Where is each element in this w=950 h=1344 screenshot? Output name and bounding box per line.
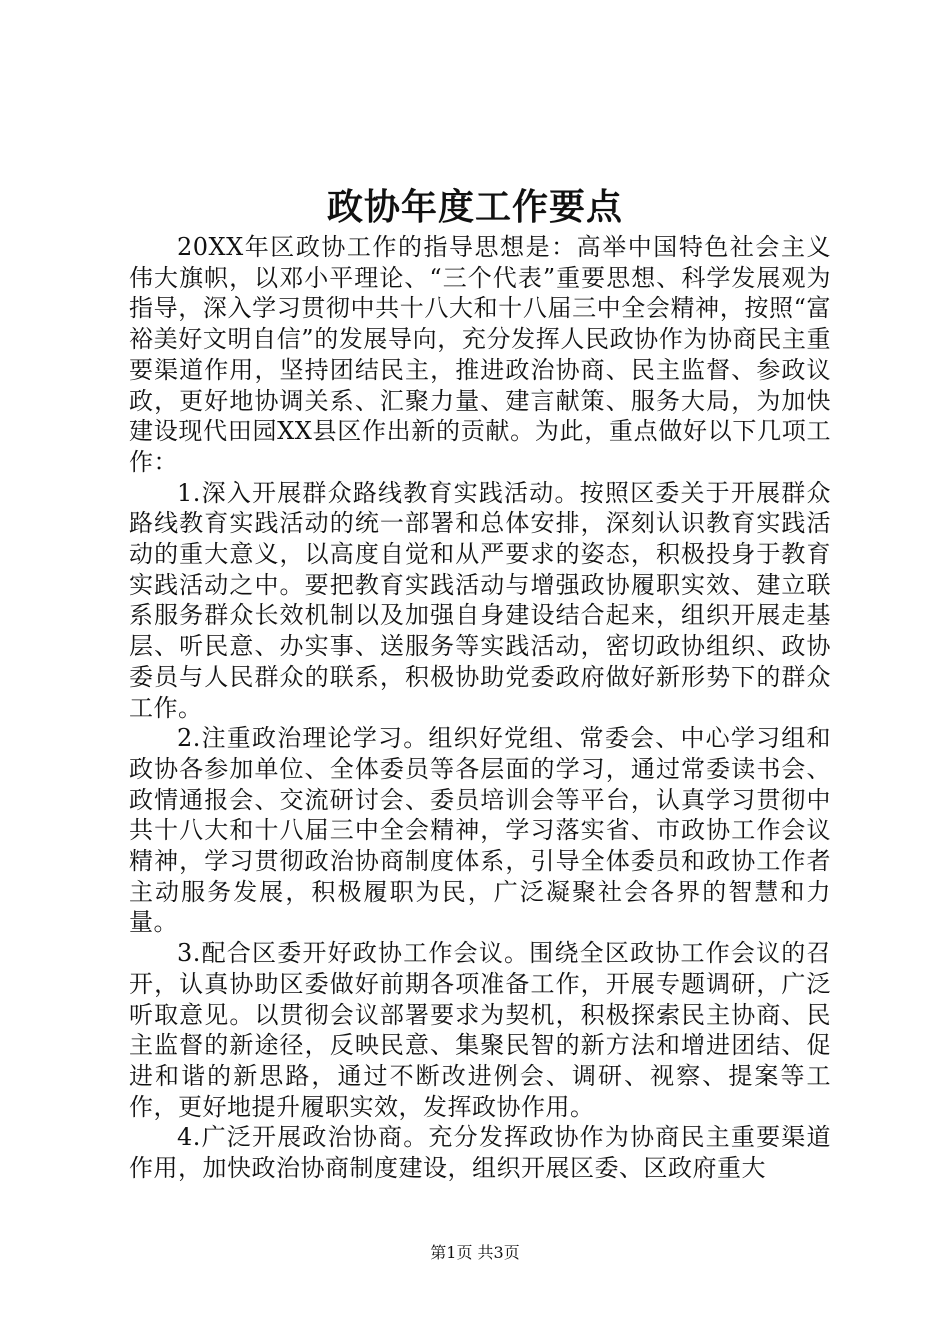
paragraph-item-3: 3.配合区委开好政协工作会议。围绕全区政协工作会议的召开，认真协助区委做好前期各项准备工作，开展专题调研，广泛听取意见。以贯彻会议部署要求为契机，积极探索民主协商、民主监督的新途径，反映民意、集聚民智的新方法和增进团结、促进和谐的新思路，通过不断改进例会、调研、视察、提案等工作，更好地提升履职实效，发挥政协作用。 bbox=[129, 939, 831, 1121]
paragraph-item-1: 1.深入开展群众路线教育实践活动。按照区委关于开展群众路线教育实践活动的统一部署和总体安排，深刻认识教育实践活动的重大意义，以高度自觉和从严要求的姿态，积极投身于教育实践活动之中。要把教育实践活动与增强政协履职实效、建立联系服务群众长效机制以及加强自身建设结合起来，组织开展走基层、听民意、办实事、送服务等实践活动，密切政协组织、政协委员与人民群众的联系，积极协助党委政府做好新形势下的群众工作。 bbox=[129, 478, 831, 722]
paragraph-item-2: 2.注重政治理论学习。组织好党组、常委会、中心学习组和政协各参加单位、全体委员等各层面的学习，通过常委读书会、政情通报会、交流研讨会、委员培训会等平台，认真学习贯彻中共十八大和十八届三中全会精神，学习落实省、市政协工作会议精神，学习贯彻政治协商制度体系，引导全体委员和政协工作者主动服务发展，积极履职为民，广泛凝聚社会各界的智慧和力量。 bbox=[129, 724, 831, 937]
page-number-footer: 第1页 共3页 bbox=[430, 1243, 520, 1262]
paragraph-guiding-thought: 20XX年区政协工作的指导思想是：高举中国特色社会主义伟大旗帜，以邓小平理论、“三个代表”重要思想、科学发展观为指导，深入学习贯彻中共十八大和十八届三中全会精神，按照“富裕美好文明自信”的发展导向，充分发挥人民政协作为协商民主重要渠道作用，坚持团结民主，推进政治协商、民主监督、参政议政，更好地协调关系、汇聚力量、建言献策、服务大局，为加快建设现代田园XX县区作出新的贡献。为此，重点做好以下几项工作： bbox=[129, 233, 831, 476]
document-title: 政协年度工作要点 bbox=[326, 186, 623, 228]
paragraph-item-4: 4.广泛开展政治协商。充分发挥政协作为协商民主重要渠道作用，加快政治协商制度建设，组织开展区委、区政府重大 bbox=[129, 1123, 831, 1183]
document-body bbox=[129, 232, 831, 1184]
